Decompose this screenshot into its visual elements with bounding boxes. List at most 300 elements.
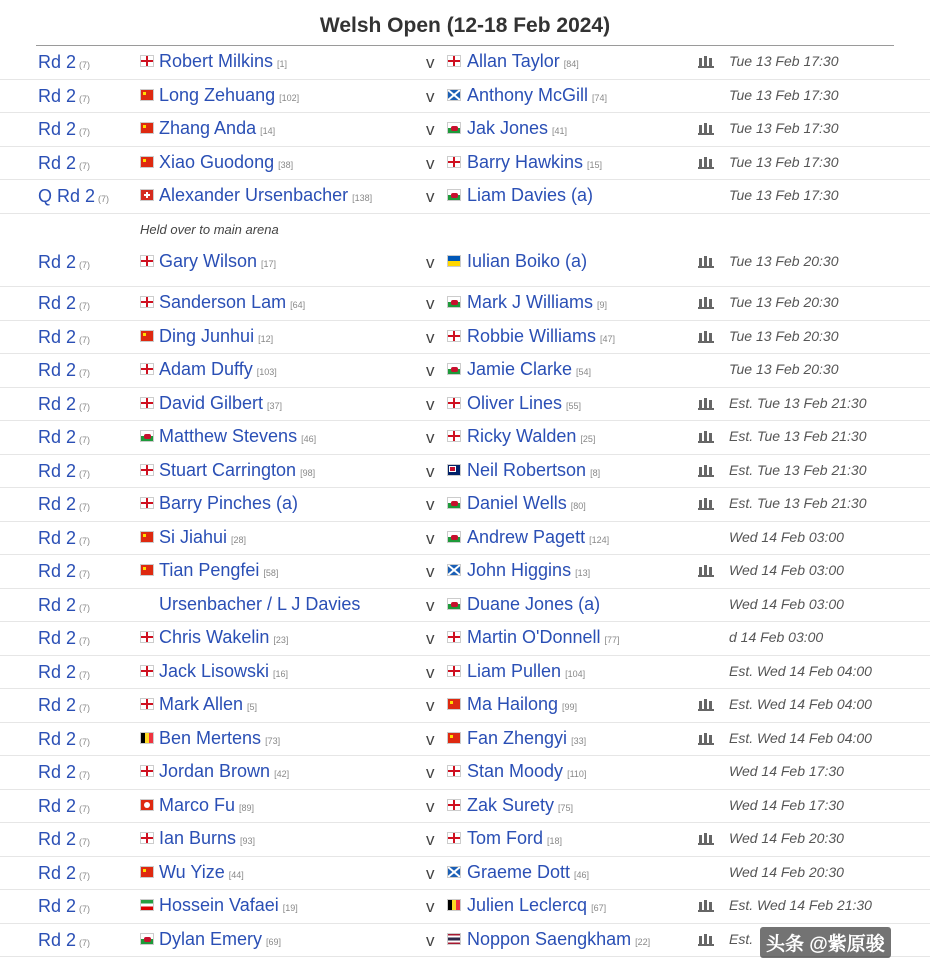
player-1-link[interactable]: Stuart Carrington [98] [159,459,316,480]
round-format: (7) [79,435,91,445]
player-2-link[interactable]: Liam Davies (a) [467,185,594,205]
player-2-link[interactable]: Graeme Dott [46] [467,861,590,882]
tv-table-icon [698,464,714,476]
versus-label: v [426,595,435,615]
eng-flag-icon [140,765,154,777]
round-format: (7) [79,669,91,680]
round-label[interactable]: Rd 2 (7) [38,460,91,481]
eng-flag-icon [140,631,154,643]
match-row [0,147,930,181]
player-1-seed: [58] [263,568,279,578]
tv-table-icon [698,156,714,168]
player-1-seed: [19] [282,903,298,913]
eng-flag-icon [447,665,461,677]
versus-label: v [426,253,435,272]
match-row [0,113,930,147]
eng-flag-icon [140,832,154,844]
player-1-link[interactable]: Wu Yize [44] [159,861,244,882]
tv-table-icon [698,933,714,945]
round-label[interactable]: Rd 2 (7) [38,695,91,715]
round-format: (7) [79,535,91,546]
player-2-link[interactable]: Andrew Pagett [124] [467,526,610,547]
tha-flag-icon [447,933,461,945]
match-time: Wed 14 Feb 17:30 [729,796,844,813]
round-label[interactable]: Rd 2 (7) [38,293,91,313]
player-1-seed: [138] [352,193,373,203]
versus-label: v [426,327,435,347]
player-1-seed: [38] [278,159,294,170]
note-row [0,214,930,247]
player-1-link[interactable]: Ben Mertens [73] [159,727,281,748]
round-format: (7) [98,194,110,204]
match-time: Tue 13 Feb 20:30 [729,294,839,310]
match-time: Tue 13 Feb 17:30 [729,86,839,103]
versus-label: v [426,394,435,414]
match-time: Est. Tue 13 Feb 21:30 [729,495,867,511]
chn-flag-icon [447,698,461,710]
versus-label: v [426,120,435,139]
sco-flag-icon [447,564,461,576]
match-time: Est. Wed 14 Feb 04:00 [729,696,872,712]
player-1-seed: [93] [240,836,256,846]
versus-label: v [426,863,435,883]
match-row [0,287,930,321]
round-format: (7) [79,260,91,270]
match-time: Tue 13 Feb 20:30 [729,253,839,269]
player-2-link[interactable]: Martin O'Donnell [77] [467,627,620,647]
player-1-link[interactable]: Mark Allen [5] [159,694,258,714]
wal-flag-icon [447,363,461,375]
player-1-seed: [46] [301,434,317,444]
player-1-link[interactable]: Adam Duffy [103] [159,359,277,379]
player-2-link[interactable]: Julien Leclercq [67] [467,895,607,915]
match-row [0,80,930,114]
wal-flag-icon [447,189,461,201]
tv-table-icon [698,430,714,442]
match-row [0,180,930,214]
match-row [0,790,930,824]
match-time: Tue 13 Feb 17:30 [729,187,839,203]
round-label[interactable]: Rd 2 (7) [38,52,91,72]
chn-flag-icon [140,564,154,576]
match-row [0,522,930,556]
player-1-seed: [69] [266,936,282,947]
player-2-link[interactable]: Iulian Boiko (a) [467,251,588,271]
round-format: (7) [79,837,91,847]
eng-flag-icon [140,397,154,409]
versus-label: v [426,428,435,447]
player-2-link[interactable]: Jamie Clarke [54] [467,359,592,379]
round-label[interactable]: Rd 2 (7) [38,85,91,106]
player-1-seed: [16] [273,668,289,679]
player-1-seed: [1] [277,59,288,69]
round-label[interactable]: Rd 2 (7) [38,762,91,782]
versus-label: v [426,763,435,782]
chn-flag-icon [140,156,154,168]
match-row [0,421,930,455]
player-2-seed: [46] [574,869,590,880]
chn-flag-icon [447,732,461,744]
player-1-link[interactable]: Jordan Brown [42] [159,761,290,781]
bel-flag-icon [447,899,461,911]
tv-table-icon [698,564,714,576]
player-2-link[interactable]: Mark J Williams [9] [467,292,608,312]
round-label[interactable]: Rd 2 (7) [38,929,91,950]
round-label[interactable]: Rd 2 (7) [38,896,91,916]
sui-flag-icon [140,189,154,201]
match-time: Wed 14 Feb 17:30 [729,763,844,779]
player-2-link[interactable]: Fan Zhengyi [33] [467,727,587,748]
versus-label: v [426,662,435,682]
match-row [0,246,930,287]
eng-flag-icon [447,430,461,442]
round-label[interactable]: Rd 2 (7) [38,728,91,749]
sco-flag-icon [447,866,461,878]
player-2-link[interactable]: Liam Pullen [104] [467,660,586,681]
versus-label: v [426,562,435,581]
round-format: (7) [79,334,91,345]
player-1-link[interactable]: Dylan Emery [69] [159,928,282,949]
match-row [0,723,930,757]
match-row [0,622,930,656]
player-1-link[interactable]: Matthew Stevens [46] [159,426,317,446]
player-1-link[interactable]: Alexander Ursenbacher [138] [159,185,373,205]
wal-flag-icon [447,497,461,509]
match-row [0,455,930,489]
player-2-link[interactable]: Allan Taylor [84] [467,51,579,71]
note-text: Held over to main arena [140,221,279,237]
player-2-link[interactable]: John Higgins [13] [467,560,591,580]
chn-flag-icon [140,866,154,878]
eng-flag-icon [447,156,461,168]
player-2-seed: [99] [562,702,578,712]
irn-flag-icon [140,899,154,911]
match-time: Wed 14 Feb 20:30 [729,830,844,846]
round-format: (7) [79,870,91,881]
player-1-seed: [102] [279,92,300,103]
eng-flag-icon [140,296,154,308]
round-label[interactable]: Rd 2 (7) [38,494,91,514]
match-row [0,388,930,422]
player-1-link[interactable]: Sanderson Lam [64] [159,292,306,312]
player-2-link[interactable]: Daniel Wells [80] [467,493,586,513]
wal-flag-icon [447,122,461,134]
player-1-seed: [44] [228,869,244,880]
versus-label: v [426,294,435,313]
tv-table-icon [698,330,714,342]
match-row [0,823,930,857]
eng-flag-icon [140,497,154,509]
sco-flag-icon [447,89,461,101]
match-row [0,890,930,924]
player-2-link[interactable]: Jak Jones [41] [467,118,568,138]
round-format: (7) [79,770,91,780]
match-time: Wed 14 Feb 03:00 [729,595,844,612]
match-row [0,354,930,388]
player-1-link[interactable]: Ding Junhui [12] [159,325,274,346]
player-2-link[interactable]: Anthony McGill [74] [467,84,608,105]
versus-label: v [426,86,435,106]
match-row [0,589,930,623]
round-format: (7) [79,636,91,646]
round-format: (7) [79,160,91,171]
tv-table-icon [698,296,714,308]
match-time: Wed 14 Feb 03:00 [729,562,844,578]
player-2-link[interactable]: Noppon Saengkham [22] [467,928,651,949]
wal-flag-icon [447,296,461,308]
eng-flag-icon [140,665,154,677]
match-row [0,46,930,80]
round-label[interactable]: Rd 2 (7) [38,427,91,447]
round-format: (7) [79,60,91,70]
eng-flag-icon [447,799,461,811]
round-format: (7) [79,937,91,948]
player-1-seed: [37] [267,400,283,411]
versus-label: v [426,461,435,481]
aus-flag-icon [447,464,461,476]
player-2-link[interactable]: Duane Jones (a) [467,593,601,614]
match-time: Est. Wed 14 Feb 21:30 [729,897,872,913]
player-1-seed: [28] [231,534,247,545]
player-1-seed: [98] [300,467,316,478]
chn-flag-icon [140,531,154,543]
round-label[interactable]: Rd 2 (7) [38,628,91,648]
player-1-link[interactable]: Jack Lisowski [16] [159,660,289,681]
eng-flag-icon [140,55,154,67]
player-1-seed: [23] [273,635,289,645]
player-2-link[interactable]: Ma Hailong [99] [467,694,578,714]
player-1-link[interactable]: Barry Pinches (a) [159,493,299,513]
player-2-seed: [67] [591,903,607,913]
match-time: Est. Wed 14 Feb 04:00 [729,662,872,679]
round-format: (7) [79,468,91,479]
match-time: Est. [729,930,754,947]
round-format: (7) [79,703,91,713]
chn-flag-icon [140,330,154,342]
round-format: (7) [79,93,91,104]
player-2-seed: [47] [600,333,616,344]
player-2-seed: [22] [635,936,651,947]
round-format: (7) [79,368,91,378]
player-1-link[interactable]: Ursenbacher / L J Davies [159,593,361,614]
match-time: Est. Tue 13 Feb 21:30 [729,394,867,411]
player-2-link[interactable]: Neil Robertson [8] [467,459,601,480]
match-time: Wed 14 Feb 03:00 [729,528,844,545]
eng-flag-icon [447,832,461,844]
watermark: 头条 @紫原骏 [760,927,891,958]
versus-label: v [426,153,435,173]
player-1-link[interactable]: David Gilbert [37] [159,392,283,413]
player-2-seed: [104] [565,668,586,679]
ukr-flag-icon [447,255,461,267]
tv-table-icon [698,255,714,267]
player-2-seed: [54] [576,367,592,377]
match-time: Tue 13 Feb 17:30 [729,53,839,69]
eng-flag-icon [140,255,154,267]
player-1-link[interactable]: Long Zehuang [102] [159,84,300,105]
round-label[interactable]: Q Rd 2 (7) [38,186,110,206]
round-label[interactable]: Rd 2 (7) [38,862,91,883]
versus-label: v [426,796,435,816]
round-label[interactable]: Rd 2 (7) [38,561,91,581]
player-2-seed: [18] [547,836,563,846]
tv-table-icon [698,497,714,509]
match-time: Tue 13 Feb 20:30 [729,327,839,344]
player-1-seed: [12] [258,333,274,344]
page-title: Welsh Open (12-18 Feb 2024) [319,14,611,37]
player-2-seed: [41] [552,126,568,136]
round-label[interactable]: Rd 2 (7) [38,152,91,173]
round-label[interactable]: Rd 2 (7) [38,119,91,139]
match-time: d 14 Feb 03:00 [729,629,824,645]
tv-table-icon [698,732,714,744]
match-time: Tue 13 Feb 20:30 [729,361,839,377]
versus-label: v [426,729,435,749]
player-2-seed: [80] [570,501,586,511]
versus-label: v [426,53,435,72]
tv-table-icon [698,832,714,844]
player-1-seed: [42] [274,769,290,779]
round-label[interactable]: Rd 2 (7) [38,795,91,816]
player-2-seed: [13] [575,568,591,578]
tv-table-icon [698,122,714,134]
round-format: (7) [79,904,91,914]
chn-flag-icon [140,89,154,101]
eng-flag-icon [140,363,154,375]
player-1-seed: [14] [260,126,276,136]
tv-table-icon [698,698,714,710]
round-format: (7) [79,602,91,613]
player-2-seed: [110] [567,769,587,779]
match-time: Est. Wed 14 Feb 04:00 [729,729,872,746]
match-row [0,321,930,355]
versus-label: v [426,187,435,206]
player-2-seed: [25] [580,434,596,444]
versus-label: v [426,830,435,849]
versus-label: v [426,897,435,916]
player-1-seed: [89] [239,802,255,813]
match-row [0,555,930,589]
match-row [0,656,930,690]
eng-flag-icon [447,397,461,409]
player-2-seed: [84] [563,59,579,69]
tv-table-icon [698,55,714,67]
round-format: (7) [79,569,91,579]
player-1-link[interactable]: Si Jiahui [28] [159,526,247,547]
player-2-seed: [55] [566,400,582,411]
round-format: (7) [79,127,91,137]
wal-flag-icon [447,531,461,543]
round-label[interactable]: Rd 2 (7) [38,594,91,615]
match-time: Est. Tue 13 Feb 21:30 [729,461,867,478]
player-1-seed: [73] [265,735,281,746]
round-label[interactable]: Rd 2 (7) [38,326,91,347]
player-2-link[interactable]: Tom Ford [18] [467,828,563,848]
chn-flag-icon [140,122,154,134]
player-1-link[interactable]: Marco Fu [89] [159,794,255,815]
match-list [0,46,930,957]
player-1-link[interactable]: Hossein Vafaei [19] [159,895,298,915]
match-time: Tue 13 Feb 17:30 [729,153,839,170]
round-label[interactable]: Rd 2 (7) [38,393,91,414]
round-label[interactable]: Rd 2 (7) [38,360,91,380]
player-2-link[interactable]: Zak Surety [75] [467,794,574,815]
versus-label: v [426,361,435,380]
eng-flag-icon [447,631,461,643]
hkg-flag-icon [140,799,154,811]
eng-flag-icon [447,55,461,67]
wal-flag-icon [140,933,154,945]
player-2-link[interactable]: Stan Moody [110] [467,761,587,781]
player-1-link[interactable]: Xiao Guodong [38] [159,151,294,172]
player-1-link[interactable]: Zhang Anda [14] [159,118,276,138]
tv-table-icon [698,397,714,409]
player-2-link[interactable]: Oliver Lines [55] [467,392,582,413]
player-2-link[interactable]: Ricky Walden [25] [467,426,596,446]
round-format: (7) [79,736,91,747]
versus-label: v [426,629,435,648]
versus-label: v [426,930,435,950]
player-1-seed: [17] [261,259,277,269]
player-1-link[interactable]: Robert Milkins [1] [159,51,288,71]
bel-flag-icon [140,732,154,744]
player-2-link[interactable]: Barry Hawkins [15] [467,151,603,172]
round-label[interactable]: Rd 2 (7) [38,661,91,682]
match-row [0,756,930,790]
eng-flag-icon [447,765,461,777]
versus-label: v [426,495,435,514]
round-format: (7) [79,301,91,311]
player-2-link[interactable]: Robbie Williams [47] [467,325,616,346]
versus-label: v [426,528,435,548]
wal-flag-icon [447,598,461,610]
round-format: (7) [79,502,91,512]
match-row [0,689,930,723]
eng-flag-icon [140,464,154,476]
player-1-link[interactable]: Chris Wakelin [23] [159,627,289,647]
match-time: Wed 14 Feb 20:30 [729,863,844,880]
player-2-seed: [74] [592,92,608,103]
versus-label: v [426,696,435,715]
player-1-link[interactable]: Gary Wilson [17] [159,251,277,271]
player-1-seed: [5] [247,702,258,712]
round-label[interactable]: Rd 2 (7) [38,829,91,849]
player-2-seed: [15] [587,159,603,170]
player-2-seed: [9] [597,300,608,310]
player-1-link[interactable]: Ian Burns [93] [159,828,256,848]
eng-flag-icon [140,698,154,710]
match-time: Est. Tue 13 Feb 21:30 [729,428,867,444]
round-label[interactable]: Rd 2 (7) [38,252,91,272]
round-format: (7) [79,803,91,814]
player-2-seed: [124] [589,534,610,545]
round-label[interactable]: Rd 2 (7) [38,527,91,548]
tv-table-icon [698,899,714,911]
player-1-link[interactable]: Tian Pengfei [58] [159,560,279,580]
player-1-seed: [64] [290,300,306,310]
round-format: (7) [79,401,91,412]
wal-flag-icon [140,430,154,442]
player-2-seed: [75] [558,802,574,813]
match-row [0,488,930,522]
match-time: Tue 13 Feb 17:30 [729,120,839,136]
match-row [0,857,930,891]
player-1-seed: [103] [256,367,277,377]
player-2-seed: [33] [571,735,587,746]
eng-flag-icon [447,330,461,342]
player-2-seed: [8] [590,467,601,478]
player-2-seed: [77] [604,635,620,645]
